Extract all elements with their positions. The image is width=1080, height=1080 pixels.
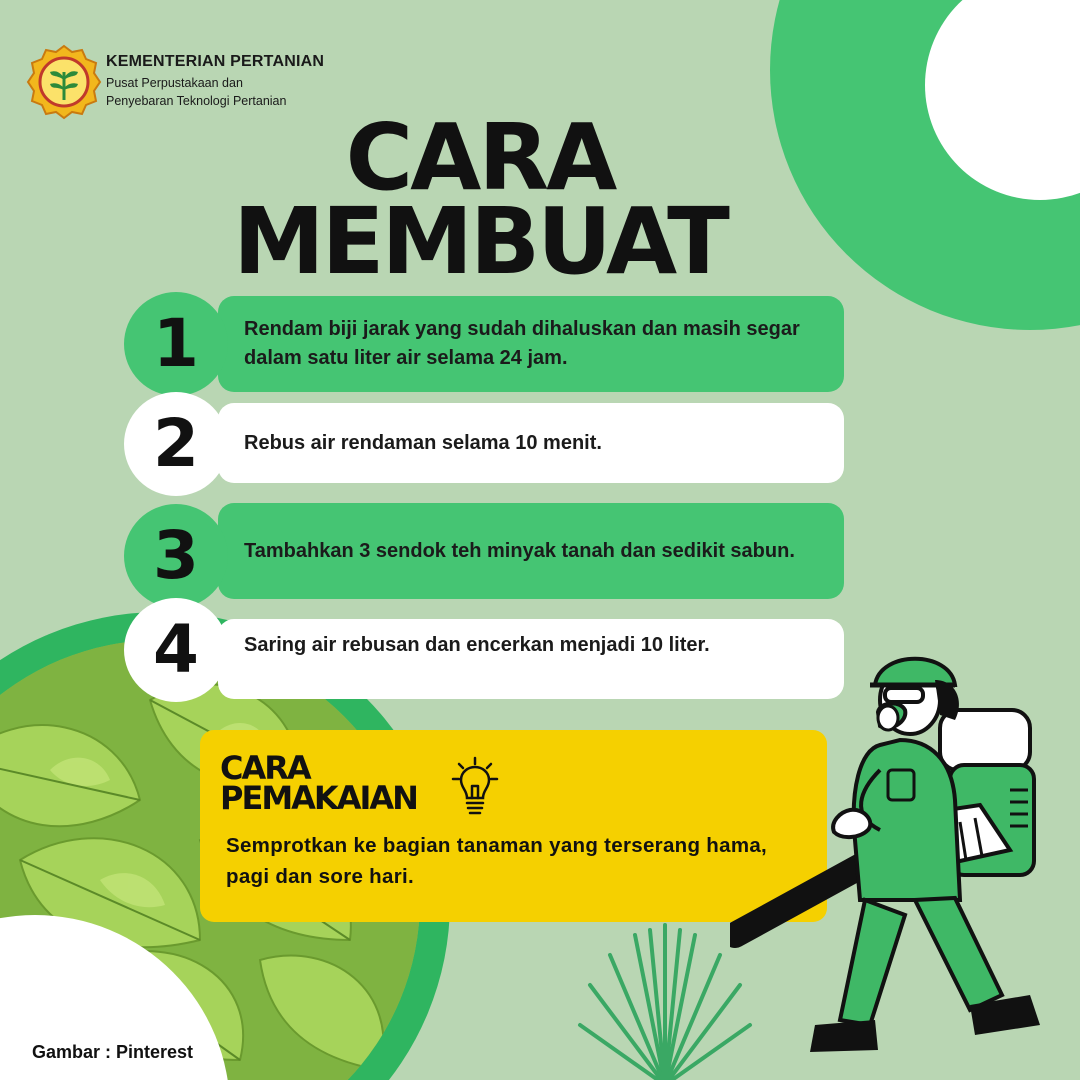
lightbulb-icon (450, 754, 500, 818)
usage-title-line1: CARA (220, 749, 310, 787)
image-credit: Gambar : Pinterest (32, 1042, 194, 1062)
org-subtitle-line2: Penyebaran Teknologi Pertanian (106, 94, 287, 108)
step-3-number: 3 (124, 504, 228, 608)
farmer-sprayer-illustration (730, 640, 1070, 1080)
page-title-line1: CARA (345, 104, 615, 211)
step-1-text: Rendam biji jarak yang sudah dihaluskan dan masih segar dalam satu liter air selama 24 jam. (218, 296, 844, 392)
org-name: KEMENTERIAN PERTANIAN (106, 53, 325, 70)
step-2-text: Rebus air rendaman selama 10 menit. (218, 403, 844, 483)
step-3-text: Tambahkan 3 sendok teh minyak tanah dan sedikit sabun. (218, 503, 844, 599)
usage-title-line2: PEMAKAIAN (220, 779, 417, 817)
step-4-text: Saring air rebusan dan encerkan menjadi 10 liter. (218, 619, 844, 699)
usage-text: Semprotkan ke bagian tanaman yang terserang hama, pagi dan sore hari. (226, 834, 768, 888)
page-title-line2: MEMBUAT (233, 188, 727, 295)
org-subtitle-line1: Pusat Perpustakaan dan (106, 76, 243, 90)
step-1-number: 1 (124, 292, 228, 396)
kementan-logo (26, 44, 102, 120)
step-4-number: 4 (124, 598, 228, 702)
palm-plant-illustration (575, 915, 755, 1080)
step-2-number: 2 (124, 392, 228, 496)
